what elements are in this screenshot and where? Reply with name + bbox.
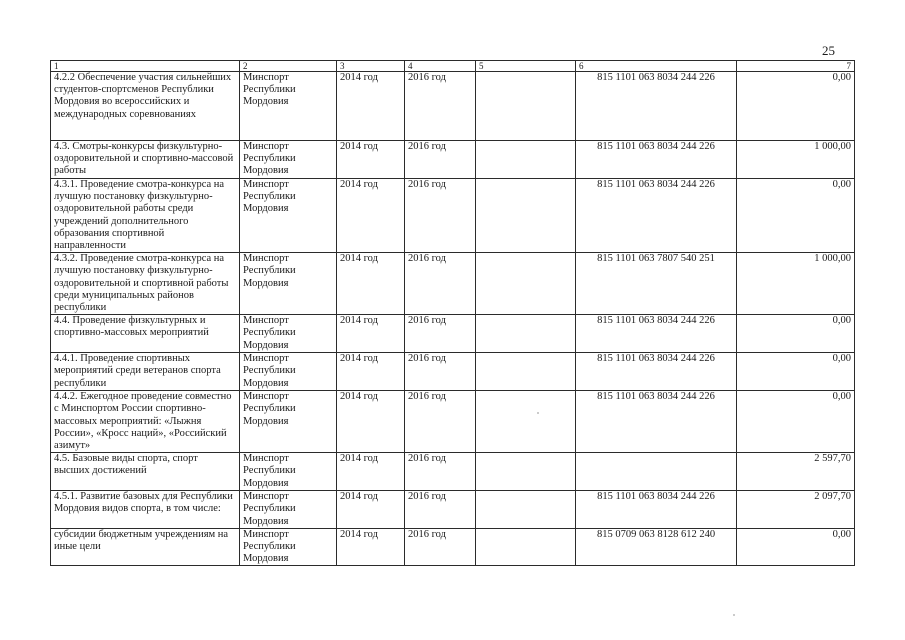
executor: Минспорт Республики Мордовия — [240, 453, 337, 491]
executor: Минспорт Республики Мордовия — [240, 528, 337, 566]
start-year: 2014 год — [337, 179, 405, 253]
start-year: 2014 год — [337, 391, 405, 453]
table-row — [51, 179, 855, 253]
end-year: 2016 год — [405, 72, 476, 141]
budget-code: 815 1101 063 8034 244 226 — [576, 491, 737, 529]
start-year: 2014 год — [337, 253, 405, 315]
amount: 0,00 — [737, 353, 855, 391]
amount: 0,00 — [737, 72, 855, 141]
table-row — [51, 141, 855, 179]
executor: Минспорт Республики Мордовия — [240, 491, 337, 529]
end-year: 2016 год — [405, 353, 476, 391]
measure-name: 4.2.2 Обеспечение участия сильнейших студентов-спортсменов Республики Мордовия во всероссийских и международных соревнованиях — [51, 72, 240, 141]
executor: Минспорт Республики Мордовия — [240, 391, 337, 453]
start-year: 2014 год — [337, 72, 405, 141]
end-year: 2016 год — [405, 528, 476, 566]
column-5-value — [476, 141, 576, 179]
table-row — [51, 72, 855, 141]
budget-code: 815 1101 063 8034 244 226 — [576, 391, 737, 453]
measure-name: 4.4. Проведение физкультурных и спортивно-массовых мероприятий — [51, 315, 240, 353]
amount: 0,00 — [737, 528, 855, 566]
column-5-value — [476, 179, 576, 253]
column-5-value — [476, 253, 576, 315]
executor: Минспорт Республики Мордовия — [240, 141, 337, 179]
column-5-value — [476, 72, 576, 141]
column-header-3: 3 — [337, 61, 405, 72]
program-table — [50, 60, 855, 566]
column-header-4: 4 — [405, 61, 476, 72]
scan-speck — [537, 412, 539, 414]
amount: 0,00 — [737, 179, 855, 253]
budget-code: 815 1101 063 7807 540 251 — [576, 253, 737, 315]
amount: 0,00 — [737, 315, 855, 353]
executor: Минспорт Республики Мордовия — [240, 179, 337, 253]
start-year: 2014 год — [337, 453, 405, 491]
measure-name: 4.3. Смотры-конкурсы физкультурно-оздоровительной и спортивно-массовой работы — [51, 141, 240, 179]
budget-code: 815 1101 063 8034 244 226 — [576, 141, 737, 179]
table-row — [51, 315, 855, 353]
table-row — [51, 453, 855, 491]
budget-code: 815 1101 063 8034 244 226 — [576, 72, 737, 141]
column-5-value — [476, 315, 576, 353]
executor: Минспорт Республики Мордовия — [240, 353, 337, 391]
start-year: 2014 год — [337, 315, 405, 353]
amount: 2 097,70 — [737, 491, 855, 529]
column-header-7: 7 — [737, 61, 855, 72]
budget-code: 815 1101 063 8034 244 226 — [576, 179, 737, 253]
scan-speck — [733, 614, 735, 616]
measure-name: 4.3.1. Проведение смотра-конкурса на лучшую постановку физкультурно-оздоровительной работы среди учреждений дополнительного образования спортивной направленности — [51, 179, 240, 253]
measure-name: 4.4.2. Ежегодное проведение совместно с Минспортом России спортивно-массовых мероприятий: «Лыжня России», «Кросс наций», «Российский азимут» — [51, 391, 240, 453]
measure-name: субсидии бюджетным учреждениям на иные цели — [51, 528, 240, 566]
measure-name: 4.5.1. Развитие базовых для Республики Мордовия видов спорта, в том числе: — [51, 491, 240, 529]
end-year: 2016 год — [405, 141, 476, 179]
measure-name: 4.3.2. Проведение смотра-конкурса на лучшую постановку физкультурно-оздоровительной и спортивной работы среди муниципальных районов республики — [51, 253, 240, 315]
end-year: 2016 год — [405, 179, 476, 253]
budget-code — [576, 453, 737, 491]
column-5-value — [476, 353, 576, 391]
start-year: 2014 год — [337, 491, 405, 529]
amount: 2 597,70 — [737, 453, 855, 491]
column-5-value — [476, 391, 576, 453]
amount: 1 000,00 — [737, 141, 855, 179]
end-year: 2016 год — [405, 253, 476, 315]
start-year: 2014 год — [337, 353, 405, 391]
end-year: 2016 год — [405, 453, 476, 491]
column-header-1: 1 — [51, 61, 240, 72]
measure-name: 4.4.1. Проведение спортивных мероприятий среди ветеранов спорта республики — [51, 353, 240, 391]
table-row — [51, 253, 855, 315]
executor: Минспорт Республики Мордовия — [240, 315, 337, 353]
table-row — [51, 391, 855, 453]
executor: Минспорт Республики Мордовия — [240, 253, 337, 315]
column-5-value — [476, 491, 576, 529]
start-year: 2014 год — [337, 528, 405, 566]
end-year: 2016 год — [405, 491, 476, 529]
executor: Минспорт Республики Мордовия — [240, 72, 337, 141]
table-row — [51, 528, 855, 566]
budget-code: 815 1101 063 8034 244 226 — [576, 353, 737, 391]
measure-name: 4.5. Базовые виды спорта, спорт высших достижений — [51, 453, 240, 491]
page-number: 25 — [822, 43, 835, 58]
budget-code: 815 0709 063 8128 612 240 — [576, 528, 737, 566]
table-row — [51, 491, 855, 529]
column-header-2: 2 — [240, 61, 337, 72]
column-header-6: 6 — [576, 61, 737, 72]
budget-code: 815 1101 063 8034 244 226 — [576, 315, 737, 353]
column-5-value — [476, 528, 576, 566]
start-year: 2014 год — [337, 141, 405, 179]
table-row — [51, 353, 855, 391]
column-header-5: 5 — [476, 61, 576, 72]
amount: 0,00 — [737, 391, 855, 453]
end-year: 2016 год — [405, 391, 476, 453]
column-5-value — [476, 453, 576, 491]
header-row — [51, 61, 855, 72]
end-year: 2016 год — [405, 315, 476, 353]
amount: 1 000,00 — [737, 253, 855, 315]
